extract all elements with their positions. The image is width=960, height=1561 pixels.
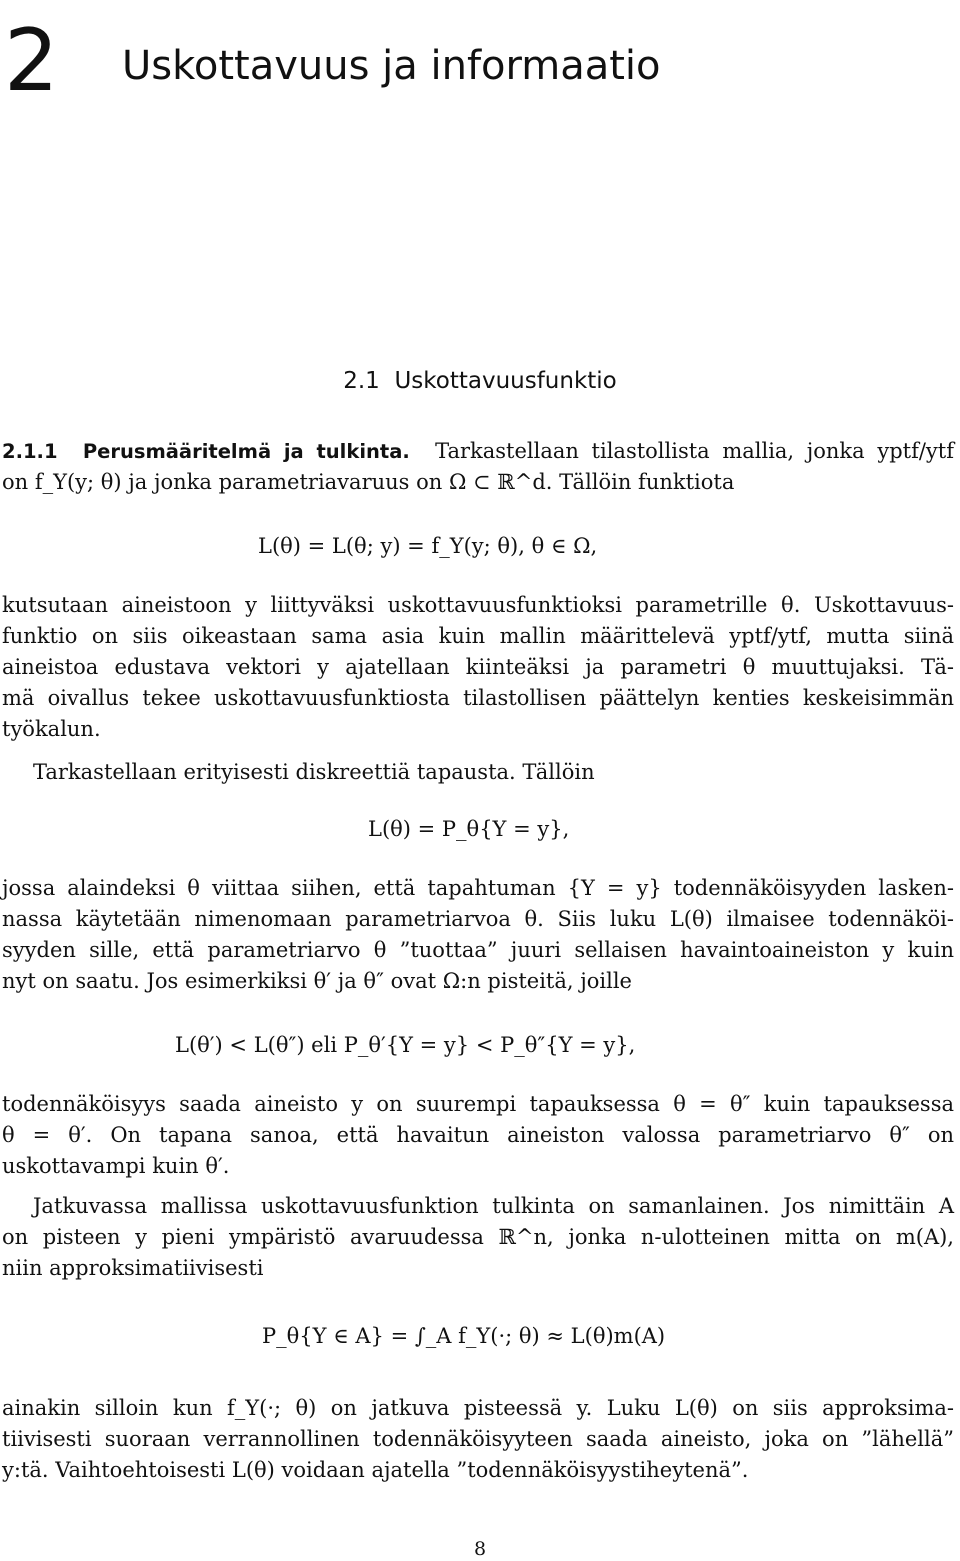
paragraph-4 <box>2 873 954 997</box>
paragraph-5 <box>2 1089 954 1182</box>
p2-line-4: mä oivallus tekee uskottavuusfunktiosta tilastollisen päättelyn kenties keskeisimmän <box>2 686 954 710</box>
p7-line-1: ainakin silloin kun f_Y(·; θ) on jatkuva pisteessä y. Luku L(θ) on siis approksima- <box>2 1396 954 1420</box>
paragraph-3 <box>2 757 954 788</box>
equation-continuous-approximation: P_θ{Y ∈ A} = ∫_A f_Y(·; θ) ≈ L(θ)m(A) <box>262 1324 666 1348</box>
p2-line-3: aineistoa edustava vektori y ajatellaan kiinteäksi ja parametri θ muuttujaksi. Tä- <box>2 655 954 679</box>
p4-line-1: jossa alaindeksi θ viittaa siihen, että tapahtuman {Y = y} todennäköisyyden lasken- <box>2 876 954 900</box>
subsection-number: 2.1.1 <box>2 440 58 463</box>
p2-line-5: työkalun. <box>2 717 101 741</box>
page-number: 8 <box>473 1538 487 1560</box>
p7-line-3: y:tä. Vaihtoehtoisesti L(θ) voidaan ajatella ”todennäköisyystiheytenä”. <box>2 1458 749 1482</box>
p6-line-1: Jatkuvassa mallissa uskottavuusfunktion tulkinta on samanlainen. Jos nimittäin A <box>33 1194 954 1218</box>
paragraph-1 <box>2 436 954 498</box>
p4-line-4: nyt on saatu. Jos esimerkiksi θ′ ja θ″ ovat Ω:n pisteitä, joille <box>2 969 632 993</box>
p2-line-2: funktio on siis oikeastaan sama asia kuin mallin määrittelevä yptf/ytf, mutta siinä <box>2 624 954 648</box>
p2-line-1: kutsutaan aineistoon y liittyväksi uskottavuusfunktioksi parametrille θ. Uskottavuus- <box>2 593 954 617</box>
equation-likelihood-definition: L(θ) = L(θ; y) = f_Y(y; θ), θ ∈ Ω, <box>258 534 598 558</box>
section-number: 2.1 <box>343 368 380 394</box>
chapter-number: 2 <box>4 11 59 111</box>
p5-line-1: todennäköisyys saada aineisto y on suurempi tapauksessa θ = θ″ kuin tapauksessa <box>2 1092 954 1116</box>
equation-likelihood-comparison: L(θ′) < L(θ″) eli P_θ′{Y = y} < P_θ″{Y = y}, <box>175 1033 636 1057</box>
p1-line-b: on f_Y(y; θ) ja jonka parametriavaruus on Ω ⊂ ℝ^d. Tällöin funktiota <box>2 470 735 494</box>
subsection-title: Perusmääritelmä ja tulkinta. <box>82 440 410 463</box>
paragraph-6 <box>2 1191 954 1284</box>
p5-line-3: uskottavampi kuin θ′. <box>2 1154 230 1178</box>
paragraph-7 <box>2 1393 954 1486</box>
p4-line-3: syyden sille, että parametriarvo θ ”tuottaa” juuri sellaisen havaintoaineiston y kuin <box>2 938 954 962</box>
p6-line-3: niin approksimatiivisesti <box>2 1256 264 1280</box>
p7-line-2: tiivisesti suoraan verrannollinen todennäköisyyteen saada aineisto, joka on ”lähellä” <box>2 1427 954 1451</box>
chapter-heading <box>4 6 960 116</box>
section-title: Uskottavuusfunktio <box>394 368 617 394</box>
section-heading <box>0 364 960 398</box>
p4-line-2: nassa käytetään nimenomaan parametriarvoa θ. Siis luku L(θ) ilmaisee todennäköi- <box>2 907 954 931</box>
p1-line-a: Tarkastellaan tilastollista mallia, jonka yptf/ytf <box>435 439 954 463</box>
paragraph-2 <box>2 590 954 745</box>
p5-line-2: θ = θ′. On tapana sanoa, että havaitun aineiston valossa parametriarvo θ″ on <box>2 1123 954 1147</box>
p3-line: Tarkastellaan erityisesti diskreettiä tapausta. Tällöin <box>33 760 595 784</box>
equation-discrete-likelihood: L(θ) = P_θ{Y = y}, <box>368 817 570 841</box>
p6-line-2: on pisteen y pieni ympäristö avaruudessa ℝ^n, jonka n-ulotteinen mitta on m(A), <box>2 1225 954 1249</box>
chapter-title: Uskottavuus ja informaatio <box>122 43 661 89</box>
